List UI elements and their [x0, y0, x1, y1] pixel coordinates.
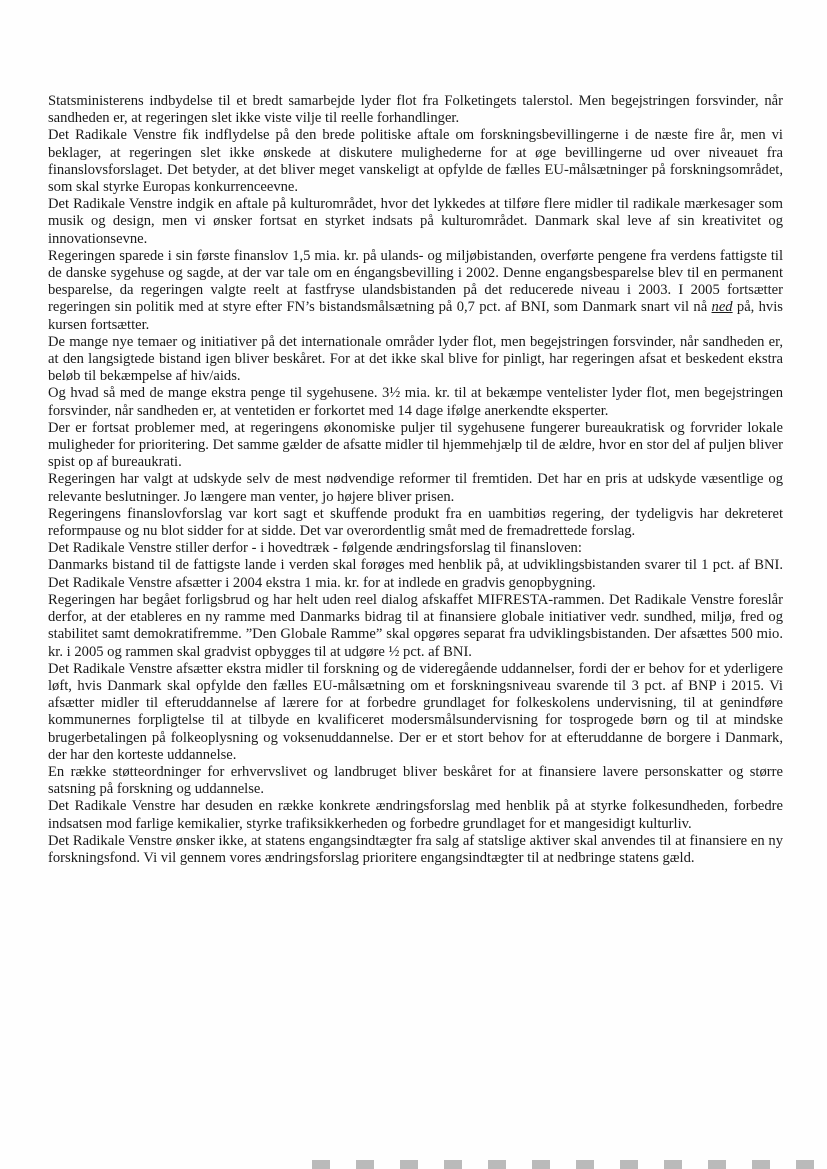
paragraph-9: Regeringens finanslovforslag var kort sagt et skuffende produkt fra en uambitiøs regering, der tydeligvis har dekreteret reformpause og nu blot sidder for at sidde. Det var overordentlig småt med de fremadrettede forslag.	[48, 505, 783, 540]
paragraph-8: Regeringen har valgt at udskyde selv de mest nødvendige reformer til fremtiden. Det har en pris at udskyde væsentlige og relevante beslutninger. Jo længere man venter, jo højere bliver prisen.	[48, 471, 783, 505]
paragraph-10: Det Radikale Venstre stiller derfor - i hovedtræk - følgende ændringsforslag til finansloven:	[48, 540, 582, 557]
paragraph-7: Der er fortsat problemer med, at regeringens økonomiske puljer til sygehusene fungerer bureaukratisk og forvrider lokale muligheder for prioritering. Det samme gælder de afsatte midler til hjemmehjælp til de ældre, hvor en stor del af puljen bliver spist op af bureaukrati.	[48, 419, 783, 471]
paragraph-4-tail: på, hvis kursen fortsætter.	[48, 299, 783, 333]
paragraph-13: Det Radikale Venstre afsætter ekstra midler til forskning og de videregående uddannelser, fordi der er behov for et yderligere løft, hvis Danmark skal opfylde den fælles EU-målsætning om et forskningsniveau svarende til 3 pct. af BNP i 2015. Vi afsætter midler til efteruddannelse af lærere for at forbedre grundlaget for folkeskolens undervisning, til at genindføre kommunernes forpligtelse til at tilbyde en kvalificeret modersmålsundervisning for tosprogede børn og til at mindske brugerbetalingen på folkeoplysning og voksenuddannelse. Der er et stort behov for at efteruddanne de borgere i Danmark, der har den korteste uddannelse.	[48, 660, 783, 763]
scan-artifact-strip	[300, 1160, 827, 1169]
paragraph-2: Det Radikale Venstre fik indflydelse på den brede politiske aftale om forskningsbevillingerne i de næste fire år, men vi beklager, at regeringen slet ikke ønskede at diskutere mulighederne for at øge bevillingerne ud over niveauet fra finanslovsforslaget. Det betyder, at det bliver meget vanskeligt at opfylde de fælles EU-målsætninger på forskningsområdet, som skal styrke Europas konkurrenceevne.	[48, 127, 783, 196]
paragraph-5: De mange nye temaer og initiativer på det internationale områder lyder flot, men begejstringen forsvinder, når sandheden er, at den langsigtede bistand igen bliver beskåret. For at det ikke skal blive for pinligt, har regeringen afsat et beskedent ekstra beløb til bekæmpelse af hiv/aids.	[48, 333, 783, 385]
paragraph-15: Det Radikale Venstre har desuden en række konkrete ændringsforslag med henblik på at styrke folkesundheden, forbedre indsatsen mod farlige kemikalier, styrke trafiksikkerheden og forbedre grundlaget for et mangesidigt kulturliv.	[48, 798, 783, 832]
paragraph-3: Det Radikale Venstre indgik en aftale på kulturområdet, hvor det lykkedes at tilføre flere midler til radikale mærkesager som musik og design, men vi ønsker fortsat en styrket indsats på kulturområdet. Danmark skal leve af sin kreativitet og innovationsevne.	[48, 196, 783, 247]
emphasis-ned: ned	[711, 299, 733, 316]
paragraph-6: Og hvad så med de mange ekstra penge til sygehusene. 3½ mia. kr. til at bekæmpe ventelister lyder flot, men begejstringen forsvinder, når sandheden er, at ventetiden er forkortet med 14 dage ifølge anerkendte eksperter.	[48, 385, 783, 419]
paragraph-4	[48, 248, 783, 334]
paragraph-14: En række støtteordninger for erhvervslivet og landbruget bliver beskåret for at finansiere lavere personskatter og større satsning på forskning og uddannelse.	[48, 763, 783, 798]
paragraph-12: Regeringen har begået forligsbrud og har helt uden reel dialog afskaffet MIFRESTA-rammen. Det Radikale Venstre foreslår derfor, at der etableres en ny ramme med Danmarks bidrag til at finansiere globale initiativer vedr. sundhed, miljø, fred og stabilitet samt demokratifremme. ”Den Globale Ramme” skal opgøres separat fra udviklingsbistanden. Der afsættes 500 mio. kr. i 2005 og rammen skal gradvist opbygges til at udgøre ½ pct. af BNI.	[48, 591, 783, 660]
document-body	[48, 93, 783, 867]
paragraph-16: Det Radikale Venstre ønsker ikke, at statens engangsindtægter fra salg af statslige aktiver skal anvendes til at finansiere en ny forskningsfond. Vi vil gennem vores ændringsforslag prioritere engangsindtægter til at nedbringe statens gæld.	[48, 832, 783, 866]
paragraph-4-text: Regeringen sparede i sin første finanslov 1,5 mia. kr. på ulands- og miljøbistanden, overførte pengene fra verdens fattigste til de danske sygehuse og sagde, at der var tale om en éngangsbevilling i 2002. Denne engangsbesparelse blev til en permanent besparelse, da regeringen valgte reelt at fastfryse ulandsbistanden på det reducerede niveau i 2003. I 2005 fortsætter regeringen sin politik med at styre efter FN’s bistandsmålsætning på 0,7 pct. af BNI, som Danmark snart vil nå	[48, 247, 783, 316]
paragraph-11: Danmarks bistand til de fattigste lande i verden skal forøges med henblik på, at udviklingsbistanden svarer til 1 pct. af BNI. Det Radikale Venstre afsætter i 2004 ekstra 1 mia. kr. for at indlede en gradvis genopbygning.	[48, 557, 783, 591]
paragraph-1: Statsministerens indbydelse til et bredt samarbejde lyder flot fra Folketingets talerstol. Men begejstringen forsvinder, når sandheden er, at regeringen slet ikke viste vilje til reelle forhandlinger.	[48, 93, 783, 127]
